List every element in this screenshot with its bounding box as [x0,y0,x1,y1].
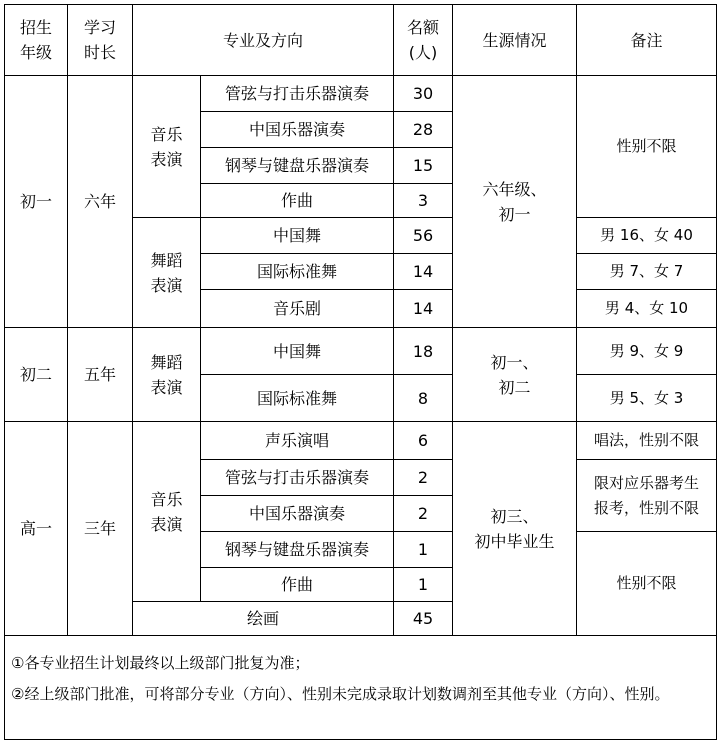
quota-value: 2 [394,496,453,532]
major-name: 声乐演唱 [201,422,394,460]
quota-value: 1 [394,532,453,568]
category-cell [133,328,201,422]
major-name: 国际标准舞 [201,375,394,422]
major-name: 作曲 [201,184,394,218]
enrollment-plan-table [4,4,717,740]
source-line1: 初三、 [490,506,539,526]
major-name: 钢琴与键盘乐器演奏 [201,532,394,568]
remark-cell: 男 5、女 3 [577,375,717,422]
header-row [5,5,717,76]
major-name: 管弦与打击乐器演奏 [201,76,394,112]
category-line1: 舞蹈 [150,250,183,270]
category-line2: 表演 [150,275,183,295]
duration-cell: 三年 [68,422,133,636]
category-line2: 表演 [150,514,183,534]
major-name: 中国乐器演奏 [201,496,394,532]
header-quota-line1: 名额 [407,18,440,37]
major-name: 中国舞 [201,328,394,375]
grade-cell: 高一 [5,422,68,636]
source-cell [453,328,577,422]
remark-line2: 报考，性别不限 [594,498,700,517]
quota-value: 28 [394,112,453,148]
remark-cell: 男 9、女 9 [577,328,717,375]
remark-line1: 限对应乐器考生 [594,473,700,492]
remark-cell [577,460,717,532]
quota-value: 3 [394,184,453,218]
major-name: 钢琴与键盘乐器演奏 [201,148,394,184]
table-row [5,422,717,460]
category-line1: 舞蹈 [150,352,183,372]
notes-cell [5,636,717,740]
quota-value: 14 [394,290,453,328]
table-row [5,328,717,375]
note-item: ②经上级部门批准，可将部分专业（方向）、性别未完成录取计划数调剂至其他专业（方向）、性别。 [11,685,670,703]
duration-cell: 五年 [68,328,133,422]
header-grade-line2: 年级 [19,43,52,62]
notes-row [5,636,717,740]
source-line1: 六年级、 [482,179,547,199]
source-line1: 初一、 [490,352,539,372]
quota-value: 2 [394,460,453,496]
header-grade [5,5,68,76]
major-name: 绘画 [133,602,394,636]
major-name: 音乐剧 [201,290,394,328]
quota-value: 56 [394,218,453,254]
category-cell [133,218,201,328]
quota-value: 15 [394,148,453,184]
quota-value: 30 [394,76,453,112]
header-quota-line2: (人) [408,43,438,62]
header-duration [68,5,133,76]
category-line2: 表演 [150,149,183,169]
category-cell [133,76,201,218]
remark-cell: 男 16、女 40 [577,218,717,254]
major-name: 中国乐器演奏 [201,112,394,148]
table-row [5,76,717,112]
remark-cell: 男 7、女 7 [577,254,717,290]
grade-cell: 初二 [5,328,68,422]
source-cell [453,422,577,636]
source-line2: 初二 [498,377,531,397]
source-cell [453,76,577,328]
category-line1: 音乐 [150,124,183,144]
header-duration-line2: 时长 [83,43,116,62]
quota-value: 18 [394,328,453,375]
remark-cell: 性别不限 [577,76,717,218]
header-quota [394,5,453,76]
major-name: 中国舞 [201,218,394,254]
header-source: 生源情况 [453,5,577,76]
source-line2: 初中毕业生 [474,531,555,551]
grade-cell: 初一 [5,76,68,328]
major-name: 管弦与打击乐器演奏 [201,460,394,496]
quota-value: 1 [394,568,453,602]
major-name: 国际标准舞 [201,254,394,290]
quota-value: 6 [394,422,453,460]
remark-cell: 性别不限 [577,532,717,636]
quota-value: 8 [394,375,453,422]
duration-cell: 六年 [68,76,133,328]
note-item: ①各专业招生计划最终以上级部门批复为准； [11,654,310,672]
header-duration-line1: 学习 [83,18,116,37]
quota-value: 14 [394,254,453,290]
quota-value: 45 [394,602,453,636]
category-line2: 表演 [150,377,183,397]
major-name: 作曲 [201,568,394,602]
remark-cell: 唱法，性别不限 [577,422,717,460]
remark-cell: 男 4、女 10 [577,290,717,328]
header-grade-line1: 招生 [19,18,52,37]
header-remarks: 备注 [577,5,717,76]
header-major: 专业及方向 [133,5,394,76]
category-cell [133,422,201,602]
source-line2: 初一 [498,204,531,224]
category-line1: 音乐 [150,489,183,509]
